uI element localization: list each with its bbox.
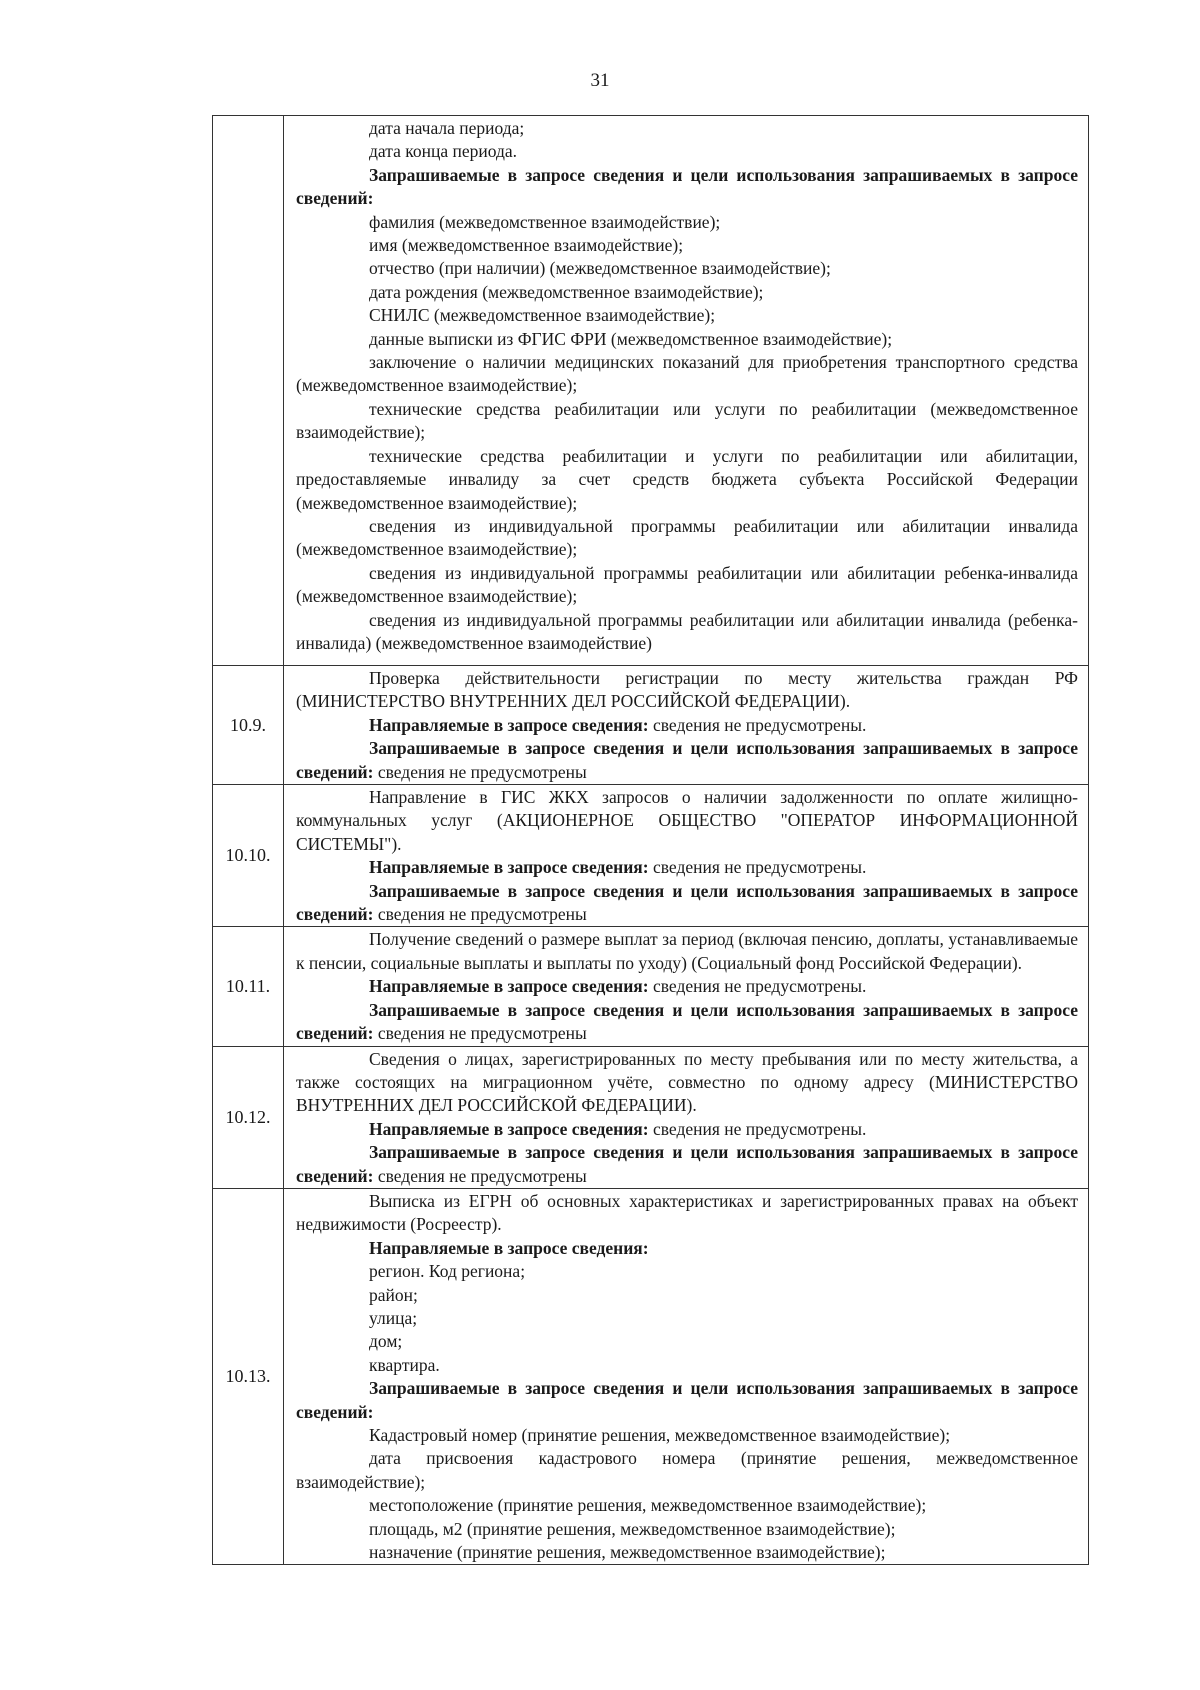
requested-info: Запрашиваемые в запросе сведения и цели использования запрашиваемых в запросе сведений: сведения не предусмотрены bbox=[296, 880, 1078, 925]
requested-info: Запрашиваемые в запросе сведения и цели использования запрашиваемых в запросе сведений: сведения не предусмотрены bbox=[296, 999, 1078, 1044]
sent-info: Направляемые в запросе сведения: сведения не предусмотрены. bbox=[369, 857, 867, 878]
requested-info: Запрашиваемые в запросе сведения и цели использования запрашиваемых в запросе сведений: сведения не предусмотрены bbox=[296, 738, 1078, 782]
list-item: фамилия (межведомственное взаимодействие); bbox=[369, 211, 721, 232]
list-item: квартира. bbox=[369, 1354, 440, 1375]
list-item: регион. Код региона; bbox=[369, 1261, 526, 1282]
list-item: улица; bbox=[369, 1307, 418, 1328]
list-item: дата присвоения кадастрового номера (принятие решения, межведомственное взаимодействие); bbox=[296, 1448, 1078, 1492]
requests-table bbox=[212, 115, 1089, 1565]
row-content bbox=[284, 116, 1089, 666]
list-item: местоположение (принятие решения, межведомственное взаимодействие); bbox=[369, 1495, 927, 1516]
row-content bbox=[284, 1046, 1089, 1188]
table-row bbox=[213, 666, 1089, 785]
list-item: площадь, м2 (принятие решения, межведомственное взаимодействие); bbox=[369, 1518, 896, 1539]
request-title: Проверка действительности регистрации по месту жительства граждан РФ (МИНИСТЕРСТВО ВНУТРЕННИХ ДЕЛ РОССИЙСКОЙ ФЕДЕРАЦИИ). bbox=[296, 668, 1078, 712]
list-item: данные выписки из ФГИС ФРИ (межведомственное взаимодействие); bbox=[369, 328, 893, 349]
row-content bbox=[284, 785, 1089, 927]
list-item: технические средства реабилитации или услуги по реабилитации (межведомственное взаимодействие); bbox=[296, 398, 1078, 443]
row-content bbox=[284, 927, 1089, 1046]
request-title: Выписка из ЕГРН об основных характеристиках и зарегистрированных правах на объект недвижимости (Росреестр). bbox=[296, 1190, 1078, 1235]
list-item: заключение о наличии медицинских показаний для приобретения транспортного средства (межведомственное взаимодействие); bbox=[296, 352, 1078, 396]
list-item: назначение (принятие решения, межведомственное взаимодействие); bbox=[369, 1542, 886, 1563]
row-number: 10.9. bbox=[213, 666, 284, 785]
list-item: имя (межведомственное взаимодействие); bbox=[369, 235, 684, 256]
table-row bbox=[213, 116, 1089, 666]
list-item: район; bbox=[369, 1284, 418, 1305]
requested-info: Запрашиваемые в запросе сведения и цели использования запрашиваемых в запросе сведений: сведения не предусмотрены bbox=[296, 1142, 1078, 1186]
table-row bbox=[213, 1188, 1089, 1565]
list-item: дата рождения (межведомственное взаимодействие); bbox=[369, 281, 764, 302]
table-row bbox=[213, 1046, 1089, 1188]
section-heading: Запрашиваемые в запросе сведения и цели использования запрашиваемых в запросе сведений: bbox=[296, 164, 1078, 209]
list-item: сведения из индивидуальной программы реабилитации или абилитации инвалида (межведомственное взаимодействие); bbox=[296, 515, 1078, 560]
list-item: дата конца периода. bbox=[369, 141, 517, 162]
sent-info: Направляемые в запросе сведения: сведения не предусмотрены. bbox=[369, 976, 867, 997]
list-item: СНИЛС (межведомственное взаимодействие); bbox=[369, 305, 716, 326]
request-title: Сведения о лицах, зарегистрированных по месту пребывания или по месту жительства, а также состоящих на миграционном учёте, совместно по одному адресу (МИНИСТЕРСТВО ВНУТРЕННИХ ДЕЛ РОССИЙСКОЙ ФЕДЕРАЦИИ). bbox=[296, 1048, 1078, 1116]
requested-info-heading: Запрашиваемые в запросе сведения и цели использования запрашиваемых в запросе сведений: bbox=[296, 1378, 1078, 1422]
list-item: сведения из индивидуальной программы реабилитации или абилитации ребенка-инвалида (межведомственное взаимодействие); bbox=[296, 562, 1078, 607]
request-title: Получение сведений о размере выплат за период (включая пенсию, доплаты, устанавливаемые к пенсии, социальные выплаты и выплаты по уходу) (Социальный фонд Российской Федерации). bbox=[296, 929, 1078, 973]
list-item: технические средства реабилитации и услуги по реабилитации или абилитации, предоставляемые инвалиду за счет средств бюджета субъекта Российской Федерации (межведомственное взаимодействие); bbox=[296, 445, 1078, 513]
request-title: Направление в ГИС ЖКХ запросов о наличии задолженности по оплате жилищно-коммунальных услуг (АКЦИОНЕРНОЕ ОБЩЕСТВО "ОПЕРАТОР ИНФОРМАЦИОННОЙ СИСТЕМЫ"). bbox=[296, 787, 1078, 854]
row-number: 10.10. bbox=[213, 785, 284, 927]
table-row bbox=[213, 785, 1089, 927]
list-item: дата начала периода; bbox=[369, 118, 525, 138]
sent-info: Направляемые в запросе сведения: сведения не предусмотрены. bbox=[369, 1118, 867, 1139]
list-item: дом; bbox=[369, 1331, 403, 1352]
sent-info-heading: Направляемые в запросе сведения: bbox=[369, 1237, 649, 1258]
page-number: 31 bbox=[590, 70, 610, 91]
list-item: сведения из индивидуальной программы реабилитации или абилитации инвалида (ребенка-инвалида) (межведомственное взаимодействие) bbox=[296, 609, 1078, 653]
row-number bbox=[213, 116, 284, 666]
row-content bbox=[284, 1188, 1089, 1565]
list-item: Кадастровый номер (принятие решения, межведомственное взаимодействие); bbox=[369, 1425, 951, 1445]
row-number: 10.13. bbox=[213, 1188, 284, 1565]
table-row bbox=[213, 927, 1089, 1046]
row-number: 10.12. bbox=[213, 1046, 284, 1188]
sent-info: Направляемые в запросе сведения: сведения не предусмотрены. bbox=[369, 714, 867, 735]
list-item: отчество (при наличии) (межведомственное взаимодействие); bbox=[369, 258, 831, 279]
row-content bbox=[284, 666, 1089, 785]
row-number: 10.11. bbox=[213, 927, 284, 1046]
